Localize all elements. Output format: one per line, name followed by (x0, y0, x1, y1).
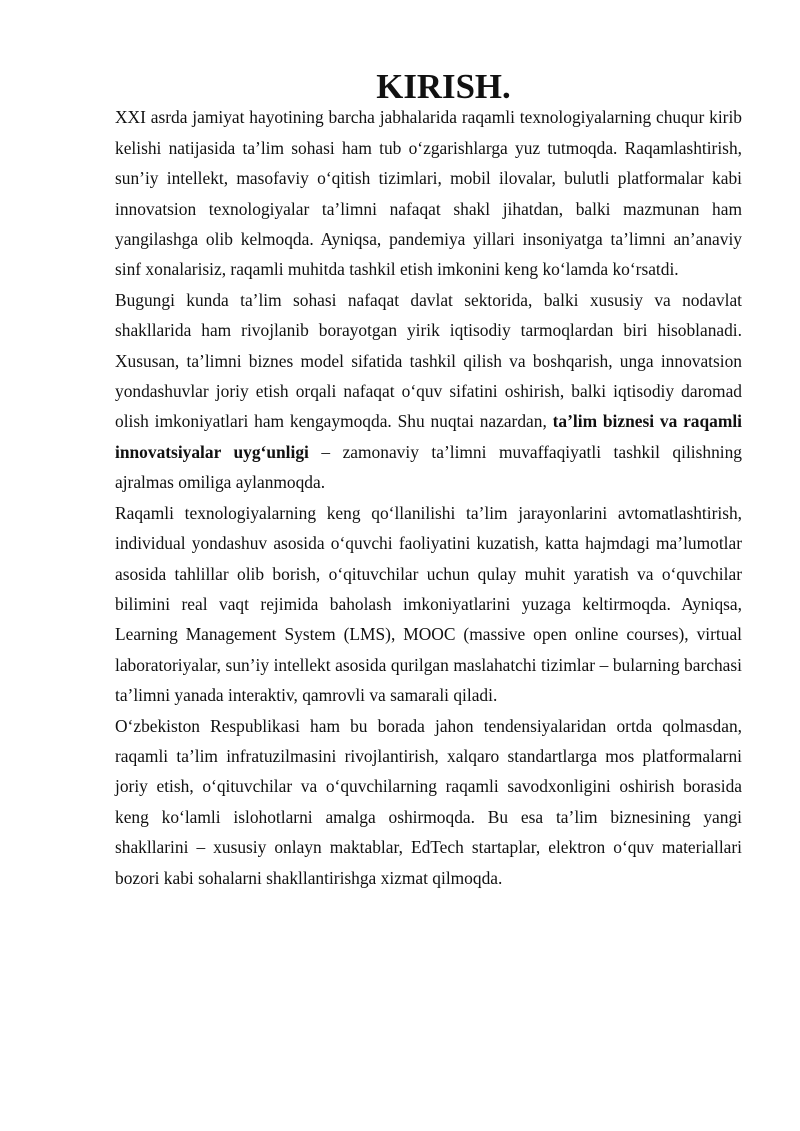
paragraph-2 (115, 285, 742, 498)
paragraph-1: XXI asrda jamiyat hayotining barcha jabhalarida raqamli texnologiyalarning chuqur kirib kelishi natijasida ta’lim sohasi ham tub o‘zgarishlarga yuz tutmoqda. Raqamlashtirish, sun’iy intellekt, masofaviy o‘qitish tizimlari, mobil ilovalar, bulutli platformalar kabi innovatsion texnologiyalar ta’limni nafaqat shakl jihatdan, balki mazmunan ham yangilashga olib kelmoqda. Ayniqsa, pandemiya yillari insoniyatga ta’limni an’anaviy sinf xonalarisiz, raqamli muhitda tashkil etish imkonini keng ko‘lamda ko‘rsatdi. (115, 107, 742, 280)
document-title: KIRISH. (376, 67, 511, 106)
paragraph-2-emphasis: ta’lim biznesi va raqamli innovatsiyalar uyg‘unligi (115, 411, 742, 462)
paragraph-4: O‘zbekiston Respublikasi ham bu borada jahon tendensiyalaridan ortda qolmasdan, raqamli ta’lim infratuzilmasini rivojlantirish, xalqaro standartlarga mos platformalarni joriy etish, o‘qituvchilar va o‘quvchilarning raqamli savodxonligini oshirish borasida keng ko‘lamli islohotlarni amalga oshirmoqda. Bu esa ta’lim biznesining yangi shakllarini – xususiy onlayn maktablar, EdTech startaplar, elektron o‘quv materiallari bozori kabi sohalarni shakllantirishga xizmat qilmoqda. (115, 715, 742, 888)
paragraph-2-conclusion: – zamonaviy ta’limni muvaffaqiyatli tashkil qilishning ajralmas omiliga aylanmoqda. (115, 441, 742, 493)
paragraph-3: Raqamli texnologiyalarning keng qo‘llanilishi ta’lim jarayonlarini avtomatlashtirish, individual yondashuv asosida o‘quvchi faoliyatini kuzatish, katta hajmdagi ma’lumotlar asosida tahlillar olib borish, o‘qituvchilar uchun qulay muhit yaratish va o‘quvchilar bilimini real vaqt rejimida baholash imkoniyatlarini yuzaga keltirmoqda. Ayniqsa, Learning Management System (LMS), MOOC (massive open online courses), virtual laboratoriyalar, sun’iy intellekt asosida qurilgan maslahatchi tizimlar – bularning barchasi ta’limni yanada interaktiv, qamrovli va samarali qiladi. (115, 502, 742, 706)
paragraph-2-intro: Bugungi kunda ta’lim sohasi nafaqat davlat sektorida, balki xususiy va nodavlat shakllarida ham rivojlanib borayotgan yirik iqtisodiy tarmoqlardan biri hisoblanadi. Xususan, ta’limni biznes model sifatida tashkil qilish va boshqarish, unga innovatsion yondashuvlar joriy etish orqali nafaqat o‘quv sifatini oshirish, balki iqtisodiy daromad olish imkoniyatlari ham kengaymoqda. Shu nuqtai nazardan, (115, 289, 742, 432)
document-page (115, 67, 742, 893)
